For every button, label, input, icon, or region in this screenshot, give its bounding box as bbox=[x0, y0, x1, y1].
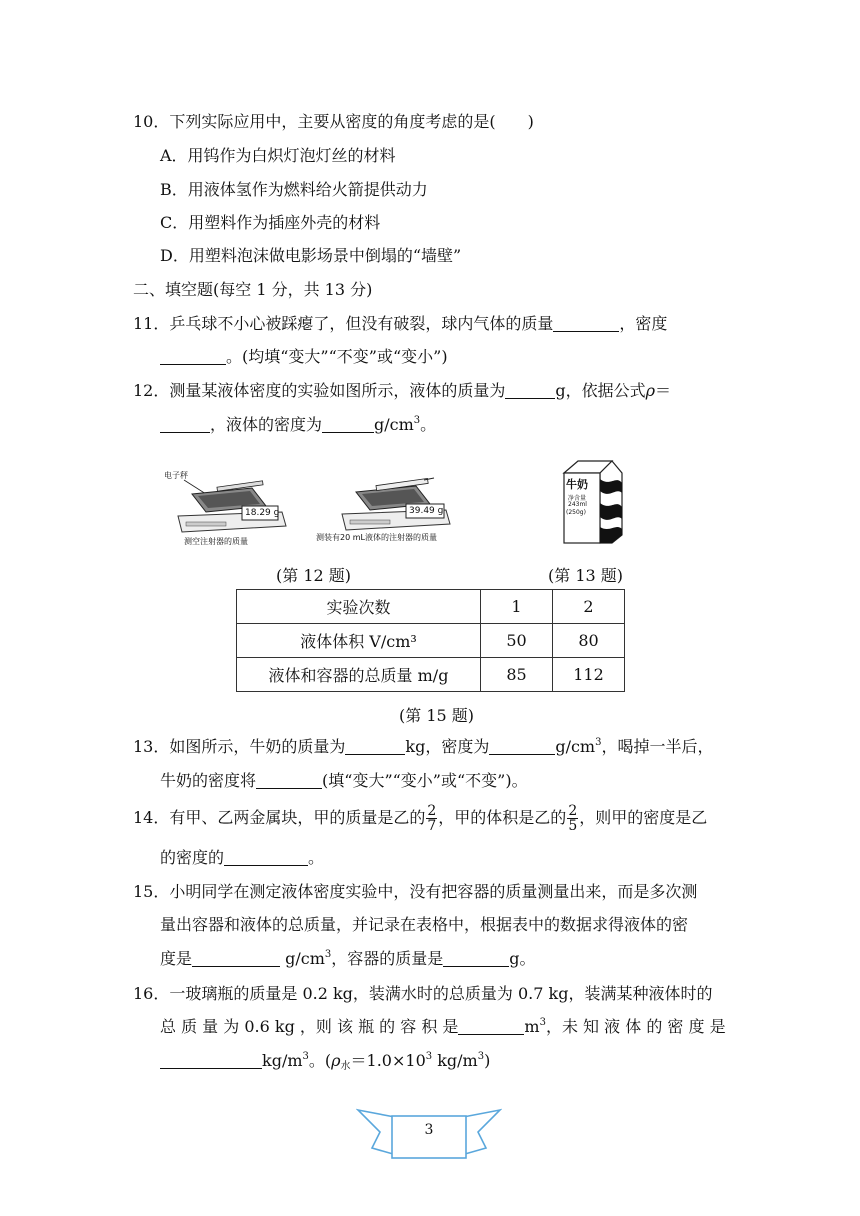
q13-line1 bbox=[133, 736, 713, 758]
q16-unit-kgm: kg/m bbox=[262, 1051, 303, 1070]
figure-scale-empty bbox=[162, 466, 292, 550]
q16-sup-4: 3 bbox=[477, 1051, 485, 1062]
q14-line1 bbox=[133, 801, 707, 835]
table-row bbox=[237, 658, 625, 692]
q13-blank-3[interactable] bbox=[256, 772, 322, 789]
figure-scale-filled bbox=[316, 470, 456, 550]
table-caption: (第 15 题) bbox=[399, 706, 475, 725]
q16-sup-2: 3 bbox=[302, 1051, 309, 1062]
q12-blank-1[interactable] bbox=[505, 382, 555, 399]
table-cell: 85 bbox=[481, 658, 553, 692]
water-subscript: 水 bbox=[340, 1061, 351, 1072]
scale-reading-1: 18.29 g bbox=[245, 508, 280, 518]
q10-option-a: A．用钨作为白炽灯泡灯丝的材料 bbox=[160, 146, 396, 165]
table-cell: 2 bbox=[553, 590, 625, 624]
table-row bbox=[237, 590, 625, 624]
milk-label-1: 净含量 bbox=[568, 495, 587, 502]
q12-line2 bbox=[160, 414, 436, 436]
table-row bbox=[237, 624, 625, 658]
q16-unit-m: m bbox=[524, 1017, 540, 1036]
table-cell: 液体和容器的总质量 m/g bbox=[237, 658, 481, 692]
q10-option-c: C．用塑料作为插座外壳的材料 bbox=[160, 213, 381, 232]
q14-text-e: 。 bbox=[308, 848, 325, 867]
page-number-ribbon bbox=[356, 1104, 502, 1160]
figure-13-label: (第 13 题) bbox=[548, 566, 624, 585]
q12-line1 bbox=[133, 380, 671, 402]
q13-text-d: 牛奶的密度将 bbox=[160, 771, 257, 790]
fraction-2-7: $\frac{2}{7}$ bbox=[427, 803, 437, 834]
q14-text-a: 14．有甲、乙两金属块，甲的质量是乙的 bbox=[133, 808, 426, 827]
q11-text-b: ，密度 bbox=[619, 314, 668, 333]
q16-blank-1[interactable] bbox=[458, 1018, 524, 1035]
scale-filled-drawing bbox=[316, 470, 456, 538]
q13-unit: g/cm bbox=[555, 737, 596, 756]
q13-text-b: kg，密度为 bbox=[405, 737, 490, 756]
q12-blank-2[interactable] bbox=[160, 416, 210, 433]
table-cell: 50 bbox=[481, 624, 553, 658]
q13-blank-1[interactable] bbox=[345, 738, 405, 755]
figure-12-label: (第 12 题) bbox=[276, 566, 352, 585]
q12-end: 。 bbox=[420, 415, 437, 434]
q13-text-e: (填“变大”“变小”或“不变”)。 bbox=[322, 771, 528, 790]
q14-text-d: 的密度的 bbox=[160, 848, 225, 867]
q15-blank-1[interactable] bbox=[192, 950, 280, 967]
q11-line2 bbox=[160, 346, 448, 368]
q12-blank-3[interactable] bbox=[322, 416, 374, 433]
scale-label: 电子秤 bbox=[164, 471, 188, 480]
q12-text-b: g，依据公式 bbox=[555, 381, 646, 400]
table-cell: 液体体积 V/cm³ bbox=[237, 624, 481, 658]
q12-equals: ＝ bbox=[655, 381, 672, 400]
q16-text-b: ，未 知 液 体 的 密 度 是 bbox=[545, 1017, 726, 1036]
q15-text-a: 度是 bbox=[160, 949, 193, 968]
q11-text-c: 。(均填“变大”“不变”或“变小”) bbox=[226, 347, 448, 366]
q12-text-c: ，液体的密度为 bbox=[210, 415, 323, 434]
q14-blank[interactable] bbox=[224, 849, 308, 866]
q10-option-b: B．用液体氢作为燃料给火箭提供动力 bbox=[160, 180, 428, 199]
section-heading: 二、填空题(每空 1 分，共 13 分) bbox=[133, 280, 373, 299]
fraction-2-5: $\frac{2}{5}$ bbox=[568, 803, 578, 834]
q16-text-d: ＝1.0×10 bbox=[350, 1051, 426, 1070]
q13-text-a: 13．如图所示，牛奶的质量为 bbox=[133, 737, 346, 756]
milk-label-2: 243ml bbox=[568, 501, 587, 508]
q15-line3 bbox=[160, 948, 536, 970]
q16-line1: 16．一玻璃瓶的质量是 0.2 kg，装满水时的总质量为 0.7 kg，装满某种液体时的 bbox=[133, 984, 713, 1003]
q14-text-b: ，甲的体积是乙的 bbox=[438, 808, 567, 827]
q13-line2 bbox=[160, 770, 528, 792]
q11-text-a: 11．乒乓球不小心被踩瘪了，但没有破裂，球内气体的质量 bbox=[133, 314, 554, 333]
q16-text-c: 。( bbox=[308, 1051, 332, 1070]
q16-blank-2[interactable] bbox=[160, 1052, 262, 1069]
q10-stem: 10．下列实际应用中，主要从密度的角度考虑的是( ) bbox=[133, 112, 534, 131]
q14-text-c: ，则甲的密度是乙 bbox=[579, 808, 708, 827]
q15-text-c: g。 bbox=[509, 949, 536, 968]
q16-sup-3: 3 bbox=[425, 1051, 433, 1062]
q15-blank-2[interactable] bbox=[443, 950, 509, 967]
q13-text-c: ，喝掉一半后， bbox=[601, 737, 714, 756]
q15-text-b: ，容器的质量是 bbox=[331, 949, 444, 968]
figure-caption-2: 测装有20 mL液体的注射器的质量 bbox=[316, 533, 437, 542]
q15-line2: 量出容器和液体的总质量，并记录在表格中，根据表中的数据求得液体的密 bbox=[160, 915, 689, 934]
q16-text-f: ) bbox=[484, 1051, 491, 1070]
q13-sup: 3 bbox=[595, 737, 602, 748]
q14-line2 bbox=[160, 847, 324, 869]
q15-line1: 15．小明同学在测定液体密度实验中，没有把容器的质量测量出来，而是多次测 bbox=[133, 882, 698, 901]
q12-unit: g/cm bbox=[374, 415, 414, 434]
q11-blank-2[interactable] bbox=[160, 348, 226, 365]
q12-sup: 3 bbox=[413, 415, 421, 426]
page-number: 3 bbox=[424, 1122, 434, 1138]
q15-sup: 3 bbox=[324, 949, 332, 960]
q16-line3 bbox=[160, 1050, 490, 1072]
q12-text-a: 12．测量某液体密度的实验如图所示，液体的质量为 bbox=[133, 381, 506, 400]
q16-sup-1: 3 bbox=[539, 1017, 546, 1028]
q10-option-d: D．用塑料泡沫做电影场景中倒塌的“墙壁” bbox=[160, 246, 462, 265]
data-table bbox=[236, 589, 625, 692]
milk-title: 牛奶 bbox=[566, 478, 588, 491]
q15-unit: g/cm bbox=[280, 949, 325, 968]
figure-caption-1: 测空注射器的质量 bbox=[184, 537, 248, 546]
q16-line2 bbox=[160, 1016, 726, 1038]
milk-label-3: (250g) bbox=[566, 509, 586, 516]
table-cell: 80 bbox=[553, 624, 625, 658]
q13-blank-2[interactable] bbox=[489, 738, 555, 755]
q16-text-e: kg/m bbox=[432, 1051, 478, 1070]
scale-empty-drawing bbox=[162, 466, 292, 542]
rho-symbol: ρ bbox=[645, 381, 656, 400]
table-cell: 112 bbox=[553, 658, 625, 692]
rho-symbol: ρ bbox=[331, 1051, 341, 1070]
table-cell: 1 bbox=[481, 590, 553, 624]
q11-line1 bbox=[133, 313, 667, 335]
q16-text-a: 总 质 量 为 0.6 kg ，则 该 瓶 的 容 积 是 bbox=[160, 1017, 459, 1036]
q11-blank-1[interactable] bbox=[553, 315, 619, 332]
table-cell: 实验次数 bbox=[237, 590, 481, 624]
scale-reading-2: 39.49 g bbox=[409, 506, 444, 516]
figure-milk-carton bbox=[560, 459, 626, 545]
